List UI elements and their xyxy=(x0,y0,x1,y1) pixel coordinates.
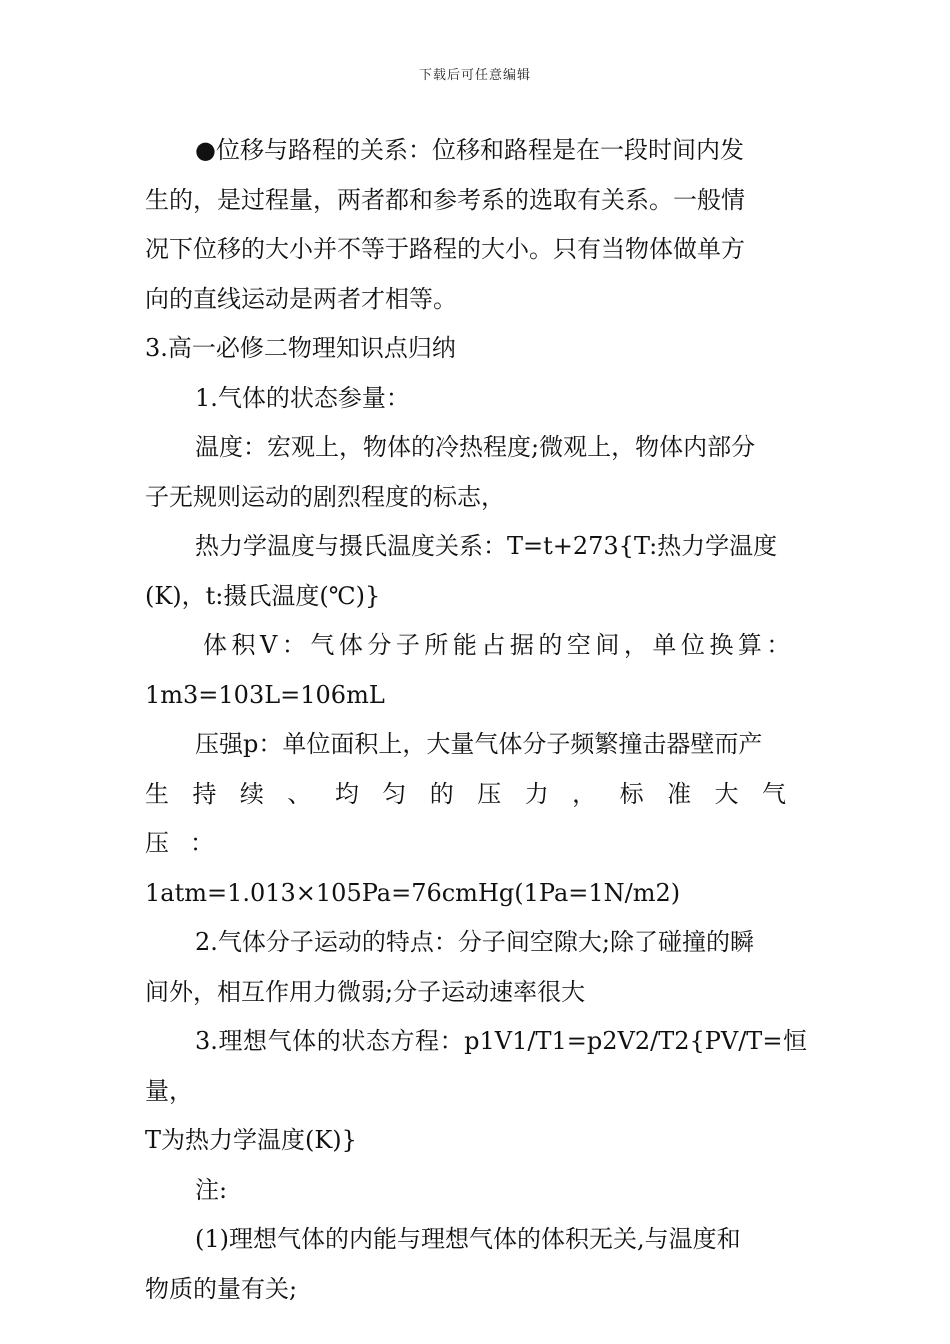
text-line: ●位移与路程的关系：位移和路程是在一段时间内发 xyxy=(195,136,744,164)
text-line: T为热力学温度(K)} xyxy=(145,1126,357,1154)
note-label: 注: xyxy=(195,1175,228,1204)
paragraph-displacement-path xyxy=(145,126,807,324)
subsection-heading xyxy=(145,374,807,424)
section-heading xyxy=(145,324,807,374)
text-line: 物质的量有关; xyxy=(145,1274,298,1303)
paragraph-note-1 xyxy=(145,1215,807,1314)
paragraph-volume xyxy=(145,621,807,720)
section-title: 3.高一必修二物理知识点归纳 xyxy=(145,334,456,362)
document-body xyxy=(145,126,807,1314)
text-line: 况下位移的大小并不等于路程的大小。只有当物体做单方 xyxy=(145,235,745,263)
text-line: 2.气体分子运动的特点：分子间空隙大;除了碰撞的瞬 xyxy=(195,928,754,956)
paragraph-molecular-motion xyxy=(145,918,807,1017)
subsection-title: 1.气体的状态参量： xyxy=(195,383,410,412)
paragraph-thermodynamic-temperature xyxy=(145,522,807,621)
paragraph-pressure xyxy=(145,720,807,918)
text-line: 温度：宏观上，物体的冷热程度;微观上，物体内部分 xyxy=(195,433,756,461)
text-line: (K)，t:摄氏温度(℃)} xyxy=(145,581,381,610)
text-line: 生的，是过程量，两者都和参考系的选取有关系。一般情 xyxy=(145,185,745,214)
text-line: 1atm=1.013×105Pa=76cmHg(1Pa=1N/m2) xyxy=(145,878,681,907)
text-line: 压强p：单位面积上，大量气体分子频繁撞击器壁而产 xyxy=(195,730,763,758)
text-line: 间外，相互作用力微弱;分子运动速率很大 xyxy=(145,977,586,1006)
text-line: 1m3=103L=106mL xyxy=(145,680,385,709)
paragraph-temperature xyxy=(145,423,807,522)
page-header: 下载后可任意编辑 xyxy=(418,68,531,83)
text-line: 热力学温度与摄氏温度关系：T=t+273{T:热力学温度 xyxy=(195,532,778,560)
paragraph-state-equation xyxy=(145,1017,807,1166)
text-line: 生持续、均匀的压力，标准大气压： xyxy=(145,779,807,857)
text-line: 子无规则运动的剧烈程度的标志， xyxy=(145,482,505,511)
text-line: (1)理想气体的内能与理想气体的体积无关,与温度和 xyxy=(195,1225,741,1253)
text-line: 向的直线运动是两者才相等。 xyxy=(145,284,457,313)
text-line: 体积V：气体分子所能占据的空间，单位换算： xyxy=(203,631,795,659)
text-line: 3.理想气体的状态方程：p1V1/T1=p2V2/T2{PV/T=恒量， xyxy=(145,1027,807,1105)
paragraph-note-label xyxy=(145,1166,807,1216)
